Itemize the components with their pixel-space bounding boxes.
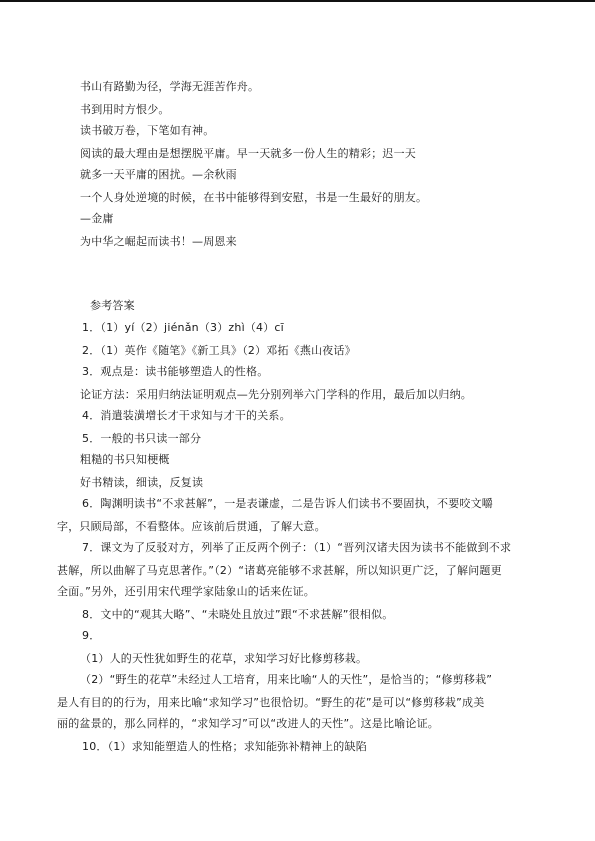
answer-line: 好书精读，细读，反复读 [80, 476, 204, 489]
answer-line: 9． [82, 629, 101, 642]
answer-line: 字，只顾局部，不看整体。应该前后贯通，了解大意。 [57, 520, 326, 533]
quote-line: 读书破万卷，下笔如有神。 [80, 124, 215, 137]
answer-line: （2）“野生的花草”未经过人工培育，用来比喻“人的天性”，是恰当的；“修剪移栽” [80, 673, 493, 686]
quote-line: 书到用时方恨少。 [80, 103, 170, 116]
answer-line: 论证方法：采用归纳法证明观点—先分别列举六门学科的作用，最后加以归纳。 [80, 388, 472, 401]
answer-line: 5．一般的书只读一部分 [82, 432, 202, 445]
answers-heading: 参考答案 [90, 299, 135, 312]
quote-line: —金庸 [80, 212, 114, 225]
answer-line: 甚解，所以曲解了马克思著作。”（2）“诸葛亮能够不求甚解，所以知识更广泛，了解问题更 [57, 564, 502, 577]
answer-line: 4．消遣装潢增长才干求知与才干的关系。 [82, 409, 291, 422]
answer-line: 粗糙的书只知梗概 [80, 453, 170, 466]
answer-line: 8．文中的“观其大略”、“未晓处且放过”跟“不求甚解”很相似。 [82, 608, 394, 621]
quote-line: 阅读的最大理由是想摆脱平庸。早一天就多一份人生的精彩；迟一天 [80, 147, 416, 160]
answer-line: 7．课文为了反驳对方，列举了正反两个例子：（1）“晋列汉诸夫因为读书不能做到不求 [82, 541, 512, 554]
answer-line: 3．观点是：读书能够塑造人的性格。 [82, 365, 269, 378]
answer-line: 2．（1）英作《随笔》《新工具》（2）邓拓《燕山夜话》 [82, 344, 356, 357]
answer-line: （1）人的天性犹如野生的花草，求知学习好比修剪移栽。 [80, 652, 368, 665]
answer-line: 10．（1）求知能塑造人的性格；求知能弥补精神上的缺陷 [82, 740, 367, 753]
quote-line: 一个人身处逆境的时候，在书中能够得到安慰，书是一生最好的朋友。 [80, 191, 428, 204]
quote-line: 就多一天平庸的困扰。—余秋雨 [80, 168, 237, 181]
quote-line: 为中华之崛起而读书！—周恩来 [80, 235, 237, 248]
answer-line: 6．陶渊明读书“不求甚解”，一是表谦虚，二是告诉人们读书不要固执，不要咬文嚼 [82, 497, 493, 510]
answer-line: 全面。”另外，还引用宋代理学家陆象山的话来佐证。 [57, 585, 315, 598]
answer-line: 是人有目的的行为，用来比喻“求知学习”也很恰切。“野生的花”是可以“修剪移栽”成美 [57, 696, 485, 709]
quote-line: 书山有路勤为径，学海无涯苦作舟。 [80, 80, 260, 93]
answer-line: 1．（1）yí（2）jiénǎn（3）zhì（4）cī [82, 321, 284, 334]
answer-line: 丽的盆景的，那么同样的，“求知学习”可以“改进人的天性”。这是比喻论证。 [57, 717, 439, 730]
top-border-line [0, 0, 595, 2]
